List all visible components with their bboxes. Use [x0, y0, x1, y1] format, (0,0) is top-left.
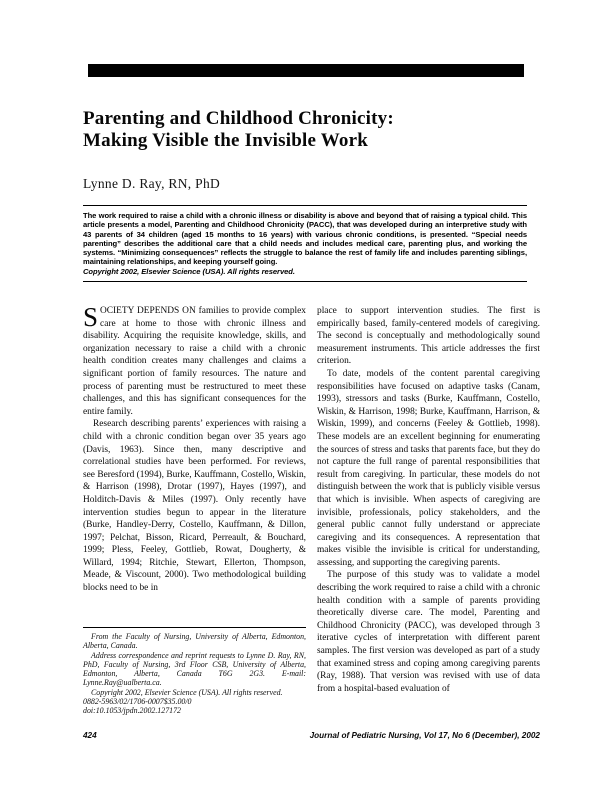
footnote-affiliation: From the Faculty of Nursing, University of Alberta, Edmonton, Alberta, Canada.	[83, 632, 306, 651]
footnote-copyright: Copyright 2002, Elsevier Science (USA). All rights reserved.	[91, 687, 283, 697]
footnote-doi: doi:10.1053/jpdn.2002.127172	[83, 706, 181, 716]
article-title	[83, 108, 533, 152]
paragraph-text: families to provide complex care at home to those with chronic illness and disability. Acquiring the requisite knowledge, skills, and organization necessary to raise a child with a chronic health condition creates many challenges and claims a significant portion of family resources. The nature and process of parenting must be restructured to meet these challenges, and this has significant consequences for the entire family.	[83, 306, 306, 417]
abstract-top-rule	[83, 205, 527, 206]
footnote-correspondence: Address correspondence and reprint requests to Lynne D. Ray, RN, PhD, Faculty of Nursing, 3rd Floor CSB, University of Alberta, Edmonton, Alberta, Canada T6G 2G3. E-mail: Lynne.Ray@ualberta.ca.	[83, 650, 306, 688]
body-column-right	[317, 305, 540, 695]
footnote-issn: 0882-5963/02/1706-0007$35.00/0	[83, 697, 192, 707]
page-footer	[83, 731, 540, 740]
body-paragraph: The purpose of this study was to validate a model describing the work required to raise a child with a chronic health condition with a sample of parents providing theoretically diverse care. The model, Parenting and Childhood Chronicity (PACC), was developed through 3 iterative cycles of interpretation with different parent samples. The first version was developed as part of a study that examined stress and coping among caregiving parents (Ray, 1988). That version was revised with use of data from a hospital-based evaluation of	[317, 570, 540, 694]
drop-cap: S	[83, 302, 99, 332]
article-title-line2: Making Visible the Invisible Work	[83, 130, 368, 151]
body-paragraph: Research describing parents’ experiences with raising a child with a chronic condition began over 35 years ago (Davis, 1963). Since then, many descriptive and correlational studies have been performed. For reviews, see Beresford (1994), Burke, Kauffmann, Costello, Wiskin, & Harrison (1998), Drotar (1997), Hayes (1997), and Holditch-Davis & Miles (1997). Only recently have intervention studies begun to appear in the literature (Burke, Handley-Derry, Costello, Kauffmann, & Dillon, 1997; Pelchat, Bisson, Ricard, Perreault, & Bouchard, 1999; Pless, Feeley, Gottlieb, Rowat, Dougherty, & Willard, 1994; Ritchie, Stewart, Ellerton, Thompson, Meade, & Viscount, 2000). Two methodological building blocks need to be in	[83, 419, 306, 594]
page-number: 424	[83, 731, 97, 740]
article-title-line1: Parenting and Childhood Chronicity:	[83, 108, 394, 129]
journal-citation: Journal of Pediatric Nursing, Vol 17, No 6 (December), 2002	[309, 731, 540, 740]
body-paragraph: To date, models of the content parental caregiving responsibilities have focused on adaptive tasks (Canam, 1993), stressors and tasks (Burke, Kauffmann, Costello, Wiskin, & Harrison, 1998; Burke, Kauffmann, Harrison, & Wiskin, 1999), and concerns (Feeley & Gottlieb, 1998). These models are an excellent beginning for enumerating the sources of stress and tasks that parents face, but they do not capture the full range of parental responsibilities that result from caregiving. In particular, these models do not distinguish between the work that is publicly visible versus that which is invisible. When aspects of caregiving are invisible, professionals, policy stakeholders, and the general public cannot fully understand or appreciate caregiving and its consequences. A representation that makes visible the invisible is critical for understanding, assessing, and supporting the caregiving parents.	[317, 368, 540, 568]
body-paragraph: place to support intervention studies. The first is empirically based, family-centered models of caregiving. The second is conceptually and methodologically sound measurement instruments. This article addresses the first criterion.	[317, 306, 540, 367]
body-column-left	[83, 302, 306, 595]
body-paragraph	[83, 302, 306, 418]
lead-in-caps: OCIETY DEPENDS ON	[100, 306, 196, 316]
author-name: Lynne D. Ray, RN, PhD	[83, 176, 221, 191]
footnote-rule	[83, 627, 306, 628]
abstract	[83, 211, 527, 276]
abstract-bottom-rule	[83, 281, 527, 282]
abstract-copyright: Copyright 2002, Elsevier Science (USA). All rights reserved.	[83, 266, 295, 276]
header-bar	[88, 64, 524, 77]
abstract-text: The work required to raise a child with a chronic illness or disability is above and beyond that of raising a typical child. This article presents a model, Parenting and Childhood Chronicity (PACC), that was developed during an interpretive study with 43 parents of 34 children (aged 15 months to 16 years) with various chronic conditions, is presented. “Special needs parenting” describes the additional care that a child needs and includes medical care, parenting plus, and working the systems. “Minimizing consequences” reflects the struggle to balance the rest of family life and includes parenting siblings, maintaining relationships, and keeping yourself going.	[83, 211, 527, 267]
footnote-block	[83, 632, 306, 716]
